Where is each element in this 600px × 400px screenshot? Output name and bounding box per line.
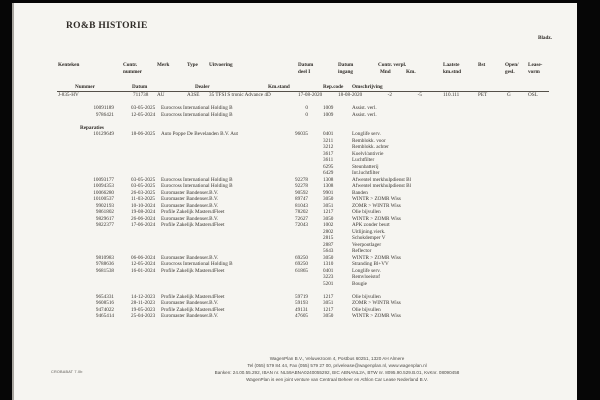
cell-omschrijving: WINTR > ZOMR Wiss: [352, 215, 401, 222]
cell-kmstand: 59719: [295, 293, 308, 300]
cell-repcode: 1308: [323, 183, 334, 189]
cell-repcode: 1308: [323, 176, 334, 183]
cell-repcode: 1217: [323, 209, 334, 215]
footer-contact: Tel (055) 579 84 44, Fax (055) 579 27 00, privelease@wagenplan.nl, www.wagenplan.nl: [247, 363, 427, 368]
cell-open-gesl: G: [507, 92, 511, 98]
cell-datum: 06-06-2024: [131, 254, 156, 261]
cell-datum: 12-05-2024: [131, 111, 156, 118]
cell-repcode: 5201: [323, 280, 334, 287]
cell-datum: 03-05-2025: [131, 183, 156, 189]
col-header-contr-nummer: nummer: [123, 69, 143, 75]
cell-repcode: 3050: [323, 196, 334, 202]
cell-kmstand: 78202: [295, 209, 308, 215]
col-header-gesl: gesl.: [505, 69, 515, 75]
cell-merk: AU: [157, 92, 165, 98]
col-header-kenteken: Kenteken: [58, 62, 80, 68]
cell-nummer: 10100537: [93, 196, 114, 202]
cell-dealer: Eurocross International Holding B: [161, 176, 233, 183]
col-header-contr-verpl: Contr. verpl.: [378, 62, 407, 68]
cell-kmstand: 69250: [295, 254, 308, 261]
cell-kmstand: 90592: [295, 189, 308, 196]
col-header-open: Open/: [505, 62, 519, 68]
col-header-vorm: vorm: [528, 69, 540, 75]
col-header-datum-ingang-2: ingang: [338, 69, 353, 75]
footer-address: WagenPlan B.V., Veluwezoom 4, Postbus 60251, 1320 AH Almere: [269, 356, 405, 361]
cell-omschrijving: ZOMR > WINTR Wiss: [352, 202, 401, 209]
page-title: RO&B HISTORIE: [66, 21, 148, 31]
cell-dealer: Euromaster Bandenser.B.V.: [161, 215, 219, 222]
cell-repcode: 2802: [323, 228, 334, 235]
cell-dealer: Eurocross International Holding B: [161, 261, 233, 267]
cell-omschrijving: WINTR > ZOMR Wiss: [352, 254, 401, 261]
cell-datum: 11-03-2025: [131, 196, 156, 202]
col-header-datum-ingang: Datum: [338, 62, 354, 68]
cell-omschrijving: Schokdemper V: [352, 235, 386, 241]
cell-repcode: 3051: [323, 202, 334, 209]
cell-dealer: Euromaster Bandenser.B.V.: [161, 202, 219, 209]
cell-nummer: 9829617: [95, 215, 114, 222]
cell-verpl-km: -5: [417, 92, 422, 98]
cell-kmstand: 59193: [295, 300, 308, 306]
col-header-mnd: Mnd: [380, 69, 391, 75]
cell-nummer: 9902193: [95, 202, 114, 209]
cell-datum: 03-05-2025: [131, 105, 156, 111]
cell-repcode: 3051: [323, 300, 334, 306]
cell-datum: 16-01-2024: [131, 267, 156, 274]
cell-datum: 18-06-2025: [131, 131, 156, 137]
cell-omschrijving: Remvloeistof: [352, 274, 380, 280]
col-header-bst: Bst: [478, 62, 486, 68]
cell-repcode: 1217: [323, 293, 334, 300]
cell-omschrijving: APK zonder beurt: [352, 222, 390, 228]
cell-repcode: 1310: [323, 261, 334, 267]
cell-dealer: Euromaster Bandenser.B.V.: [161, 254, 219, 261]
cell-nummer: 10093177: [93, 176, 114, 183]
table-body: [0, 92, 600, 320]
cell-omschrijving: Reflector: [352, 248, 372, 254]
cell-omschrijving: Bougie: [352, 280, 367, 287]
cell-omschrijving: ZOMR > WINTR Wiss: [352, 300, 401, 306]
cell-verpl-mnd: -2: [387, 92, 392, 98]
col-header-datum-deel: Datum: [298, 62, 314, 68]
cell-dealer: Euromaster Bandenser.B.V.: [161, 189, 219, 196]
cell-nummer: 9788636: [95, 261, 114, 267]
cell-repcode: 0401: [323, 267, 334, 274]
footer-block: [137, 355, 537, 383]
cell-nummer: 9786421: [95, 111, 114, 118]
cell-omschrijving: Banden: [352, 189, 368, 196]
cell-dealer: Profile Zakelijk Masters4Fleet: [161, 267, 225, 274]
footer-venture: WagenPlan is een joint venture van Centraal Beheer en Athlon Car Lease Nederland B.V.: [246, 377, 428, 382]
cell-kmstand: 81043: [295, 202, 308, 209]
cell-kmstand: 92278: [295, 176, 308, 183]
cell-dealer: Eurocross International Holding B: [161, 111, 233, 118]
cell-omschrijving: Longlife serv.: [352, 267, 381, 274]
col-header-lease: Lease-: [528, 62, 543, 68]
cell-omschrijving: WINTR > ZOMR Wiss: [352, 313, 401, 319]
cell-repcode: 6429: [323, 170, 334, 176]
cell-kmstand: 89747: [295, 196, 308, 202]
col-header-kmstand: Km.stand: [268, 84, 290, 90]
cell-repcode: 3050: [323, 313, 334, 319]
footer-bank-info: Banken: 24.00.55.292, IBAN nr. NL59ABNA0240055292, BIC ABNANL2A, BTW nr. 8095.90.529.B.01, KvKnr. 08090458: [214, 370, 460, 375]
cell-datum: 10-10-2024: [131, 202, 156, 209]
col-header-laatste: Laatste: [443, 62, 460, 68]
cell-kmstand: 96035: [295, 131, 308, 137]
cell-dealer: Profile Zakelijk Masters4Fleet: [161, 222, 225, 228]
cell-repcode: 0401: [323, 131, 334, 137]
cell-datum-deel-i: 17-08-2020: [298, 92, 323, 98]
cell-dealer: Profile Zakelijk Masters4Fleet: [161, 209, 225, 215]
cell-nummer: 9465414: [95, 313, 114, 319]
cell-repcode: 9901: [323, 189, 334, 196]
cell-omschrijving: Olie bijvullen: [352, 306, 381, 313]
cell-kmstand: 92278: [295, 183, 308, 189]
cell-repcode: 3050: [323, 254, 334, 261]
cell-datum: 03-05-2025: [131, 176, 156, 183]
cell-kmstand: 69250: [295, 261, 308, 267]
cell-dealer: Eurocross International Holding B: [161, 183, 233, 189]
cell-kmstand: 0: [305, 105, 308, 111]
cell-nummer: 10129649: [93, 131, 114, 137]
col-header-uitvoering: Uitvoering: [209, 62, 233, 68]
cell-datum-ingang: 18-08-2020: [338, 92, 363, 98]
cell-nummer: 9861802: [95, 209, 114, 215]
cell-repcode: 3212: [323, 144, 334, 150]
col-header-omschrijving: Omschrijving: [352, 84, 383, 90]
cell-repcode: 1002: [323, 222, 334, 228]
cell-dealer: Profile Zakelijk Masters4Fleet: [161, 293, 225, 300]
cell-omschrijving: Longlife serv.: [352, 131, 381, 137]
cell-dealer: Euromaster Bandenser.B.V.: [161, 196, 219, 202]
cell-nummer: 9822377: [95, 222, 114, 228]
cell-nummer: 9608516: [95, 300, 114, 306]
cell-repcode: 1009: [323, 111, 334, 118]
cell-nummer: 9681538: [95, 267, 114, 274]
scan-border-top: [0, 0, 600, 3]
cell-datum: 26-03-2025: [131, 189, 156, 196]
cell-omschrijving: Afwentel merkhulpdienst Bl: [352, 176, 412, 183]
cell-repcode: 3223: [323, 274, 334, 280]
cell-omschrijving: Stranding Bl+VV: [352, 261, 389, 267]
cell-datum: 25-04-2023: [131, 313, 156, 319]
cell-dealer: Eurocross International Holding B: [161, 105, 233, 111]
cell-repcode: 3617: [323, 150, 334, 157]
table-row: [0, 313, 600, 320]
cell-kmstand: 49131: [295, 306, 308, 313]
cell-omschrijving: Uitlijning.vierk.: [352, 228, 386, 235]
cell-kmstand: 47605: [295, 313, 308, 319]
cell-omschrijving: Steunbatterij: [352, 163, 379, 170]
cell-omschrijving: Int.luchtfilter: [352, 170, 380, 176]
cell-repcode: 2815: [323, 235, 334, 241]
cell-omschrijving: Luchtfilter: [352, 157, 375, 163]
col-header-kmstnd: km.stnd: [443, 69, 462, 75]
cell-omschrijving: Assist. verl.: [352, 111, 377, 118]
cell-datum: 19-08-2024: [131, 209, 156, 215]
cell-nummer: 9810983: [95, 254, 114, 261]
cell-repcode: 2887: [323, 241, 334, 248]
cell-repcode: 6295: [323, 163, 334, 170]
cell-laatste-kmstand: 110.111: [443, 92, 460, 98]
cell-omschrijving: Afwentel merkhulpdienst Bl: [352, 183, 412, 189]
cell-dealer: Profile Zakelijk Masters4Fleet: [161, 306, 225, 313]
cell-datum: 14-12-2023: [131, 293, 156, 300]
cell-uitvoering: 35 TFSI S tronic Advance 4D: [209, 92, 271, 98]
cell-nummer: 10094353: [93, 183, 114, 189]
cell-bst: PET: [478, 92, 488, 98]
cell-omschrijving: Koelvl/antivrie: [352, 150, 384, 157]
cell-omschrijving: Veerpootlager: [352, 241, 382, 248]
cell-repcode: 3211: [323, 137, 334, 144]
cell-omschrijving: Olie bijvullen: [352, 209, 381, 215]
col-header-type: Type: [187, 62, 198, 68]
cell-nummer: 10066280: [93, 189, 114, 196]
section-label-reparaties: Reparaties: [80, 124, 104, 131]
cell-repcode: 3611: [323, 157, 334, 163]
cell-dealer: Auto Poppe De Bevelanden B.V. Aut: [161, 131, 238, 137]
cell-kmstand: 72043: [295, 222, 308, 228]
cell-kenteken: J-835-HV: [58, 92, 79, 98]
cell-kmstand: 0: [305, 111, 308, 118]
cell-datum: 19-05-2023: [131, 306, 156, 313]
cell-datum: 17-06-2024: [131, 222, 156, 228]
cell-omschrijving: Assist. verl.: [352, 105, 377, 111]
col-header-merk: Merk: [157, 62, 170, 68]
cell-kmstand: 72627: [295, 215, 308, 222]
cell-leasevorm: OSL: [528, 92, 538, 98]
cell-datum: 28-11-2023: [131, 300, 156, 306]
col-header-repcode: Rep.code: [323, 84, 344, 90]
cell-omschrijving: WINTR > ZOMR Wiss: [352, 196, 401, 202]
col-header-km: Km.: [406, 69, 416, 75]
cell-type: A3SE: [187, 92, 200, 98]
cell-omschrijving: Remblokk. achter: [352, 144, 389, 150]
cell-dealer: Euromaster Bandenser.B.V.: [161, 313, 219, 319]
print-stamp: CROBABAT 7.0b: [51, 370, 83, 374]
col-header-nummer: Nummer: [75, 84, 95, 90]
col-header-dealer: Dealer: [195, 84, 210, 90]
cell-repcode: 3050: [323, 215, 334, 222]
cell-nummer: 10091189: [93, 105, 114, 111]
cell-dealer: Euromaster Bandenser.B.V.: [161, 300, 219, 306]
cell-repcode: 1009: [323, 105, 334, 111]
col-header-datum-deel-2: deel I: [298, 69, 311, 75]
cell-datum: 12-05-2024: [131, 261, 156, 267]
cell-nummer: 9474022: [95, 306, 114, 313]
col-header-contr: Contr.: [123, 62, 138, 68]
cell-contractnr: 711738: [133, 92, 149, 98]
cell-nummer: 9654331: [95, 293, 114, 300]
cell-kmstand: 61865: [295, 267, 308, 274]
cell-omschrijving: Olie bijvullen: [352, 293, 381, 300]
cell-repcode: 1217: [323, 306, 334, 313]
col-header-datum: Datum: [132, 84, 148, 90]
cell-datum: 26-06-2024: [131, 215, 156, 222]
cell-repcode: 5643: [323, 248, 334, 254]
page-number-label: Bladz.: [538, 35, 552, 41]
cell-omschrijving: Remblokk. voor: [352, 137, 386, 144]
